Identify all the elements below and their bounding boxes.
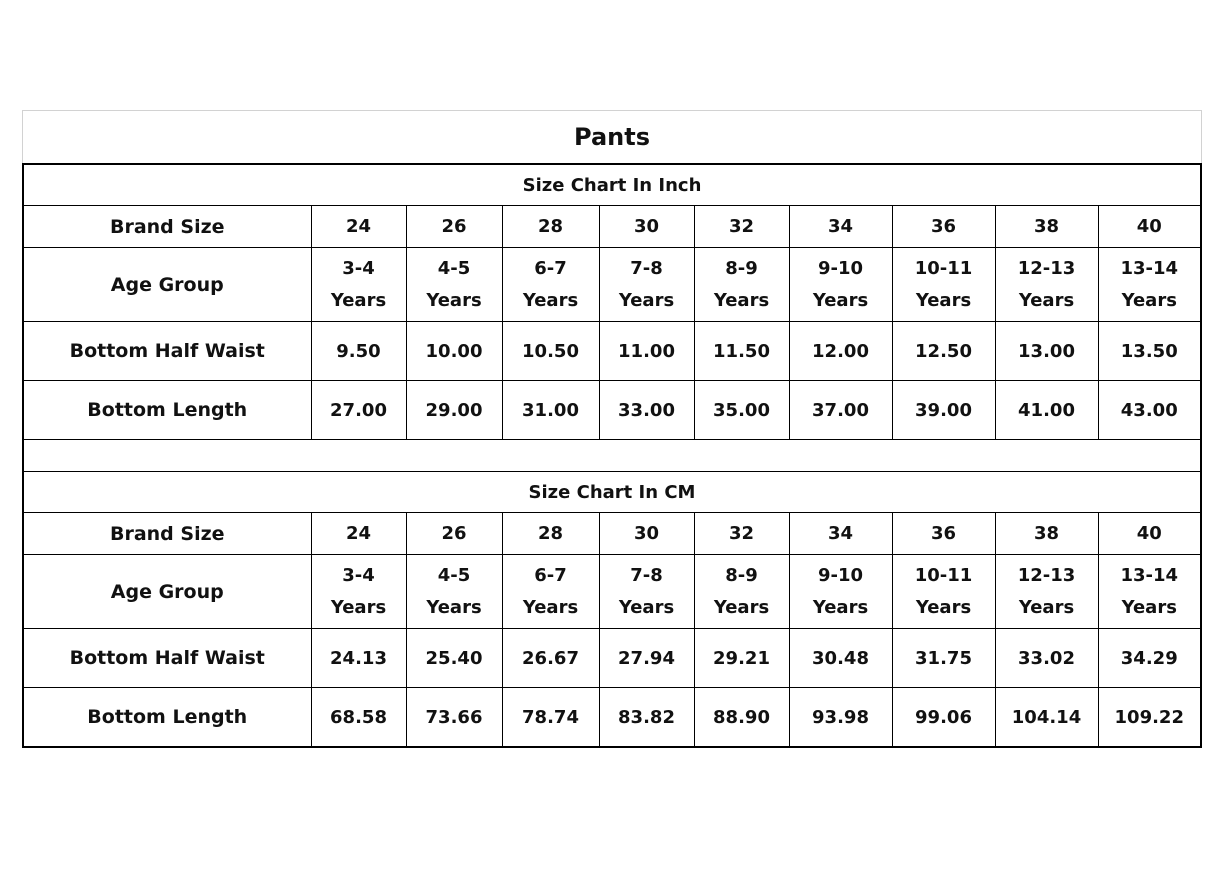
- age-unit: Years: [1018, 289, 1075, 311]
- age-unit: Years: [330, 289, 387, 311]
- value-cell: 83.82: [599, 688, 694, 748]
- age-cell: [694, 248, 789, 322]
- age-unit: Years: [522, 596, 579, 618]
- age-unit: Years: [1018, 596, 1075, 618]
- value-cell: 28: [502, 206, 599, 248]
- value-cell: 24.13: [311, 629, 406, 688]
- age-unit: Years: [713, 289, 770, 311]
- age-unit: Years: [618, 596, 675, 618]
- value-cell: 30: [599, 206, 694, 248]
- section-spacer: [23, 440, 1201, 472]
- age-range: 4-5: [437, 564, 471, 586]
- size-table: [22, 163, 1202, 748]
- value-cell: 34: [789, 206, 892, 248]
- age-unit: Years: [330, 596, 387, 618]
- value-cell: 10.50: [502, 322, 599, 381]
- age-range: 6-7: [534, 564, 567, 586]
- value-cell: 93.98: [789, 688, 892, 748]
- bottom-half-waist-row: [23, 322, 1201, 381]
- age-cell: [892, 248, 995, 322]
- value-cell: 43.00: [1098, 381, 1201, 440]
- age-range: 7-8: [630, 564, 663, 586]
- age-range: 8-9: [725, 564, 758, 586]
- age-range: 3-4: [342, 564, 375, 586]
- value-cell: 12.50: [892, 322, 995, 381]
- value-cell: 73.66: [406, 688, 502, 748]
- age-unit: Years: [915, 289, 972, 311]
- value-cell: 32: [694, 206, 789, 248]
- value-cell: 25.40: [406, 629, 502, 688]
- value-cell: 9.50: [311, 322, 406, 381]
- age-unit: Years: [812, 596, 869, 618]
- age-range: 4-5: [437, 257, 471, 279]
- value-cell: 35.00: [694, 381, 789, 440]
- value-cell: 32: [694, 513, 789, 555]
- bottom-length-row: [23, 381, 1201, 440]
- value-cell: 10.00: [406, 322, 502, 381]
- value-cell: 13.50: [1098, 322, 1201, 381]
- value-cell: 27.00: [311, 381, 406, 440]
- value-cell: 28: [502, 513, 599, 555]
- value-cell: 33.02: [995, 629, 1098, 688]
- section-heading: Size Chart In CM: [23, 472, 1201, 513]
- age-cell: [995, 555, 1098, 629]
- value-cell: 41.00: [995, 381, 1098, 440]
- size-chart: [22, 110, 1202, 748]
- value-cell: 34: [789, 513, 892, 555]
- spacer-cell: [23, 440, 1201, 472]
- value-cell: 109.22: [1098, 688, 1201, 748]
- value-cell: 24: [311, 513, 406, 555]
- value-cell: 78.74: [502, 688, 599, 748]
- value-cell: 36: [892, 206, 995, 248]
- age-cell: [789, 555, 892, 629]
- brand-size-row: [23, 513, 1201, 555]
- age-group-row: [23, 555, 1201, 629]
- brand-size-row: [23, 206, 1201, 248]
- value-cell: 29.00: [406, 381, 502, 440]
- age-range: 3-4: [342, 257, 375, 279]
- value-cell: 40: [1098, 206, 1201, 248]
- age-cell: [789, 248, 892, 322]
- value-cell: 12.00: [789, 322, 892, 381]
- age-range: 9-10: [817, 564, 864, 586]
- age-range: 10-11: [914, 564, 973, 586]
- age-range: 12-13: [1017, 564, 1076, 586]
- age-cell: [406, 248, 502, 322]
- age-unit: Years: [426, 596, 482, 618]
- row-label: Age Group: [23, 555, 311, 629]
- age-unit: Years: [426, 289, 482, 311]
- value-cell: 31.00: [502, 381, 599, 440]
- value-cell: 29.21: [694, 629, 789, 688]
- age-unit: Years: [522, 289, 579, 311]
- row-label: Bottom Half Waist: [23, 629, 311, 688]
- age-cell: [892, 555, 995, 629]
- age-cell: [694, 555, 789, 629]
- age-unit: Years: [618, 289, 675, 311]
- row-label: Bottom Half Waist: [23, 322, 311, 381]
- section-heading: Size Chart In Inch: [23, 164, 1201, 206]
- value-cell: 36: [892, 513, 995, 555]
- value-cell: 30.48: [789, 629, 892, 688]
- value-cell: 68.58: [311, 688, 406, 748]
- value-cell: 38: [995, 513, 1098, 555]
- row-label: Bottom Length: [23, 381, 311, 440]
- age-range: 8-9: [725, 257, 758, 279]
- age-range: 10-11: [914, 257, 973, 279]
- age-cell: [311, 248, 406, 322]
- value-cell: 88.90: [694, 688, 789, 748]
- value-cell: 39.00: [892, 381, 995, 440]
- age-range: 12-13: [1017, 257, 1076, 279]
- section-heading-row: [23, 472, 1201, 513]
- age-unit: Years: [713, 596, 770, 618]
- row-label: Age Group: [23, 248, 311, 322]
- age-cell: [311, 555, 406, 629]
- age-range: 6-7: [534, 257, 567, 279]
- age-cell: [502, 555, 599, 629]
- value-cell: 30: [599, 513, 694, 555]
- chart-title: Pants: [22, 110, 1202, 163]
- age-cell: [599, 248, 694, 322]
- age-cell: [1098, 555, 1201, 629]
- value-cell: 31.75: [892, 629, 995, 688]
- age-range: 9-10: [817, 257, 864, 279]
- value-cell: 33.00: [599, 381, 694, 440]
- bottom-half-waist-row: [23, 629, 1201, 688]
- age-range: 7-8: [630, 257, 663, 279]
- value-cell: 26: [406, 513, 502, 555]
- age-cell: [502, 248, 599, 322]
- value-cell: 11.50: [694, 322, 789, 381]
- age-cell: [1098, 248, 1201, 322]
- row-label: Brand Size: [23, 513, 311, 555]
- value-cell: 104.14: [995, 688, 1098, 748]
- age-unit: Years: [1121, 289, 1177, 311]
- value-cell: 34.29: [1098, 629, 1201, 688]
- age-unit: Years: [812, 289, 869, 311]
- age-range: 13-14: [1120, 257, 1179, 279]
- age-unit: Years: [915, 596, 972, 618]
- age-unit: Years: [1121, 596, 1177, 618]
- age-cell: [406, 555, 502, 629]
- section-heading-row: [23, 164, 1201, 206]
- value-cell: 26.67: [502, 629, 599, 688]
- value-cell: 13.00: [995, 322, 1098, 381]
- bottom-length-row: [23, 688, 1201, 748]
- age-range: 13-14: [1120, 564, 1179, 586]
- value-cell: 11.00: [599, 322, 694, 381]
- value-cell: 26: [406, 206, 502, 248]
- age-group-row: [23, 248, 1201, 322]
- value-cell: 27.94: [599, 629, 694, 688]
- age-cell: [599, 555, 694, 629]
- age-cell: [995, 248, 1098, 322]
- value-cell: 24: [311, 206, 406, 248]
- value-cell: 37.00: [789, 381, 892, 440]
- value-cell: 38: [995, 206, 1098, 248]
- value-cell: 99.06: [892, 688, 995, 748]
- row-label: Bottom Length: [23, 688, 311, 748]
- row-label: Brand Size: [23, 206, 311, 248]
- value-cell: 40: [1098, 513, 1201, 555]
